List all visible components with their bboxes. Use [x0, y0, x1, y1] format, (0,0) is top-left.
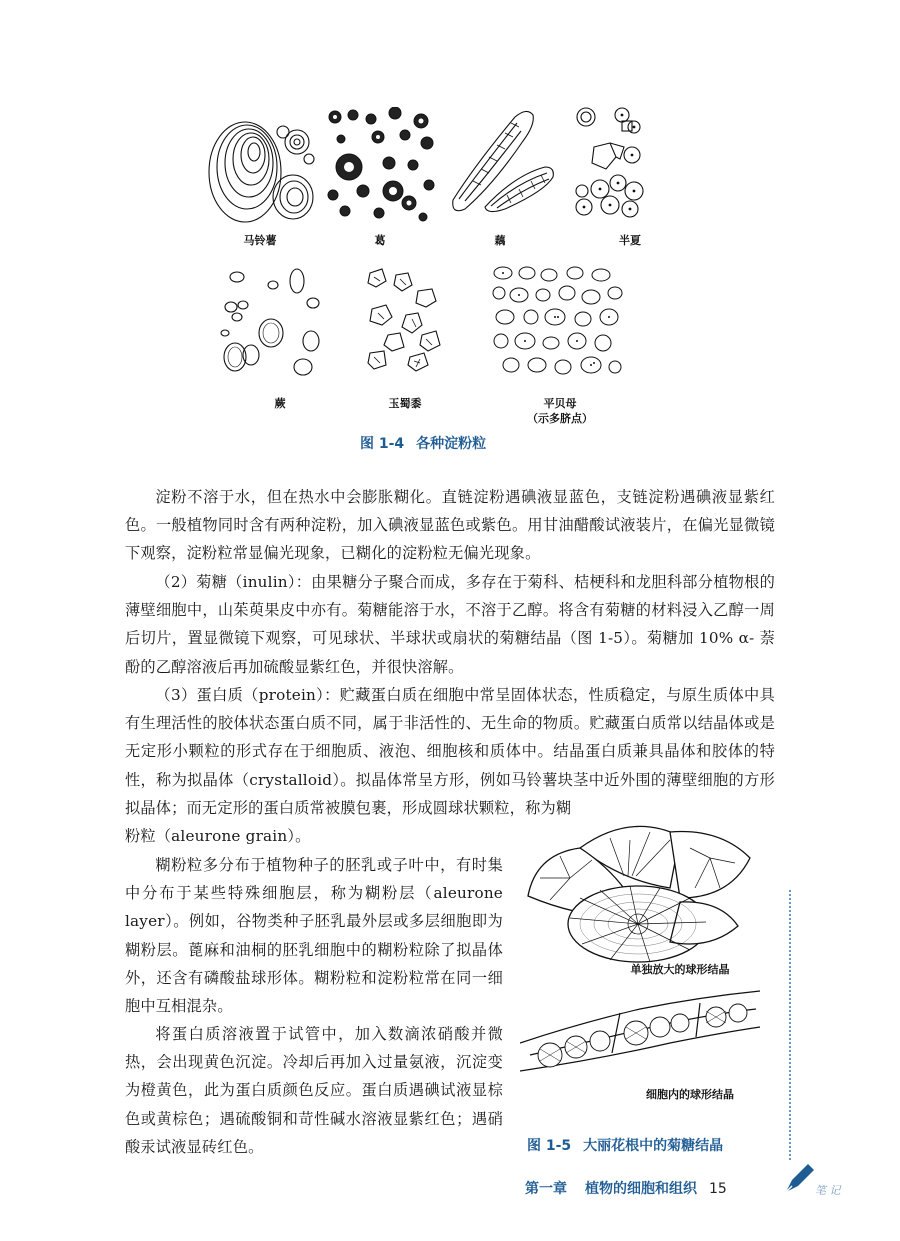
figure-1-4-caption	[360, 433, 486, 453]
label-fritillaria-note: （示多脐点）	[527, 412, 593, 425]
kudzu-starch-illustration	[323, 107, 443, 227]
figure-1-5-caption-number: 图 1-5	[527, 1138, 572, 1154]
label-single-crystal: 单独放大的球形结晶	[630, 963, 730, 976]
lotus-starch-illustration	[445, 105, 560, 220]
paragraph-protein: （3）蛋白质（protein）：贮藏蛋白质在细胞中常呈固体状态，性质稳定，与原生质体中具有生理活性的胶体状态蛋白质不同，属于非活性的、无生命的物质。贮藏蛋白质常以结晶体或是无定形小颗粒的形式存在于细胞质、液泡、细胞核和质体中。结晶蛋白质兼具晶体和胶体的特性，称为拟晶体（crystalloid）。拟晶体常呈方形，例如马铃薯块茎中近外围的薄壁细胞的方形拟晶体；而无定形的蛋白质常被膜包裹，形成圆球状颗粒，称为糊	[125, 686, 775, 817]
label-potato: 马铃薯	[243, 234, 277, 247]
label-bracken: 蕨	[274, 397, 286, 410]
label-maize: 玉蜀黍	[388, 397, 422, 410]
fritillaria-starch-illustration	[491, 265, 626, 390]
footer-chapter-title: 植物的细胞和组织	[585, 1181, 697, 1197]
label-crystal-in-cell: 细胞内的球形结晶	[646, 1088, 734, 1101]
potato-starch-illustration	[205, 117, 320, 227]
inulin-crystals-enlarged-illustration	[520, 818, 765, 968]
figure-1-5-caption	[527, 1135, 723, 1155]
inulin-crystals-in-cell-illustration	[520, 983, 765, 1083]
label-kudzu: 葛	[374, 234, 386, 247]
notes-label: 笔 记	[815, 1184, 841, 1197]
paragraph-aleurone-layer: 糊粉粒多分布于植物种子的胚乳或子叶中，有时集中分布于某些特殊细胞层，称为糊粉层（aleurone layer）。例如，谷物类种子胚乳最外层或多层细胞即为糊粉层。蓖麻和油桐的胚乳细胞中的糊粉粒除了拟晶体外，还含有磷酸盐球形体。糊粉粒和淀粉粒常在同一细胞中互相混杂。	[125, 856, 503, 1016]
paragraph-starch-properties: 淀粉不溶于水，但在热水中会膨胀糊化。直链淀粉遇碘液显蓝色，支链淀粉遇碘液显紫红色。一般植物同时含有两种淀粉，加入碘液显蓝色或紫色。用甘油醋酸试液装片，在偏光显微镜下观察，淀粉粒常显偏光现象，已糊化的淀粉粒无偏光现象。	[125, 488, 775, 563]
footer-chapter: 第一章	[525, 1181, 567, 1197]
label-lotus: 藕	[494, 234, 506, 247]
pinellia-starch-illustration	[570, 107, 670, 225]
figure-1-4-caption-number: 图 1-4	[360, 436, 405, 452]
paragraph-aleurone-grain: 粉粒（aleurone grain）。	[125, 827, 311, 845]
page-footer	[525, 1178, 727, 1198]
notes-margin-line	[789, 890, 793, 1160]
paragraph-inulin: （2）菊糖（inulin）：由果糖分子聚合而成，多存在于菊科、桔梗科和龙胆科部分植物根的薄壁细胞中，山茱萸果皮中亦有。菊糖能溶于水，不溶于乙醇。将含有菊糖的材料浸入乙醇一周后切片，置显微镜下观察，可见球状、半球状或扇状的菊糖结晶（图 1-5）。菊糖加 10% α- 萘酚的乙醇溶液后再加硫酸显紫红色，并很快溶解。	[125, 573, 775, 676]
figure-1-4	[195, 95, 670, 425]
page-number: 15	[709, 1181, 727, 1197]
bracken-starch-illustration	[215, 267, 325, 387]
maize-starch-illustration	[360, 265, 450, 385]
figure-1-4-caption-text: 各种淀粉粒	[416, 436, 487, 452]
paragraph-protein-reaction: 将蛋白质溶液置于试管中，加入数滴浓硝酸并微热，会出现黄色沉淀。冷却后再加入过量氨液，沉淀变为橙黄色，此为蛋白质颜色反应。蛋白质遇碘试液显棕色或黄棕色；遇硫酸铜和苛性碱水溶液显紫红色；遇硝酸汞试液显砖红色。	[125, 1025, 503, 1156]
figure-1-5-caption-text: 大丽花根中的菊糖结晶	[583, 1138, 724, 1154]
label-fritillaria: 平贝母	[543, 397, 577, 410]
figure-1-5	[510, 818, 775, 1128]
label-pinellia: 半夏	[619, 234, 641, 247]
